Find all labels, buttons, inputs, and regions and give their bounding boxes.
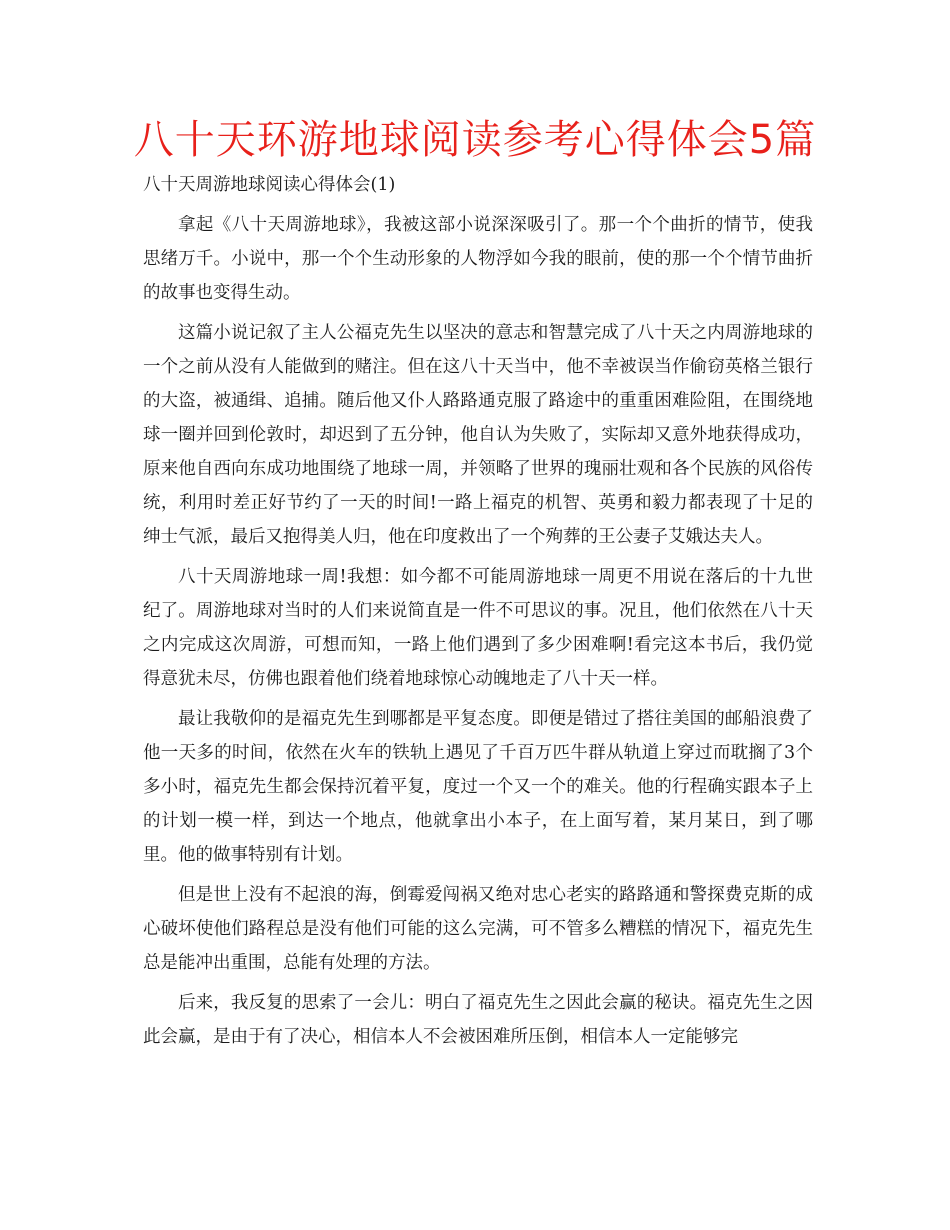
section-subtitle: 八十天周游地球阅读心得体会(1): [143, 175, 396, 195]
paragraph-1: 拿起《八十天周游地球》，我被这部小说深深吸引了。那一个个曲折的情节，使我思绪万千。小说中，那一个个生动形象的人物浮如今我的眼前，使的那一个个情节曲折的故事也变得生动。: [143, 215, 813, 303]
paragraph-6: 后来，我反复的思索了一会儿：明白了福克先生之因此会赢的秘诀。福克先生之因此会赢，是由于有了决心，相信本人不会被困难所压倒，相信本人一定能够完: [143, 993, 813, 1047]
paragraph-4: 最让我敬仰的是福克先生到哪都是平复态度。即便是错过了搭往美国的邮船浪费了他一天多的时间，依然在火车的铁轨上遇见了千百万匹牛群从轨道上穿过而耽搁了3个多小时，福克先生都会保持沉着平复，度过一个又一个的难关。他的行程确实跟本子上的计划一模一样，到达一个地点，他就拿出小本子，在上面写着，某月某日，到了哪里。他的做事特别有计划。: [143, 709, 813, 865]
document-body: [143, 168, 813, 1054]
paragraph-3: 八十天周游地球一周!我想：如今都不可能周游地球一周更不用说在落后的十九世纪了。周游地球对当时的人们来说简直是一件不可思议的事。况且，他们依然在八十天之内完成这次周游，可想而知，一路上他们遇到了多少困难啊!看完这本书后，我仍觉得意犹未尽，仿佛也跟着他们绕着地球惊心动魄地走了八十天一样。: [143, 567, 813, 689]
paragraph-2: 这篇小说记叙了主人公福克先生以坚决的意志和智慧完成了八十天之内周游地球的一个之前从没有人能做到的赌注。但在这八十天当中，他不幸被误当作偷窃英格兰银行的大盗，被通缉、追捕。随后他又仆人路路通克服了路途中的重重困难险阻，在围绕地球一圈并回到伦敦时，却迟到了五分钟，他自认为失败了，实际却又意外地获得成功，原来他自西向东成功地围绕了地球一周，并领略了世界的瑰丽壮观和各个民族的风俗传统，利用时差正好节约了一天的时间!一路上福克的机智、英勇和毅力都表现了十足的绅士气派，最后又抱得美人归，他在印度救出了一个殉葬的王公妻子艾娥达夫人。: [143, 323, 813, 547]
paragraph-5: 但是世上没有不起浪的海，倒霉爱闯祸又绝对忠心老实的路路通和警探费克斯的成心破坏使他们路程总是没有他们可能的这么完满，可不管多么糟糕的情况下，福克先生总是能冲出重围，总能有处理的方法。: [143, 885, 813, 973]
document-title: 八十天环游地球阅读参考心得体会5篇: [133, 117, 817, 163]
